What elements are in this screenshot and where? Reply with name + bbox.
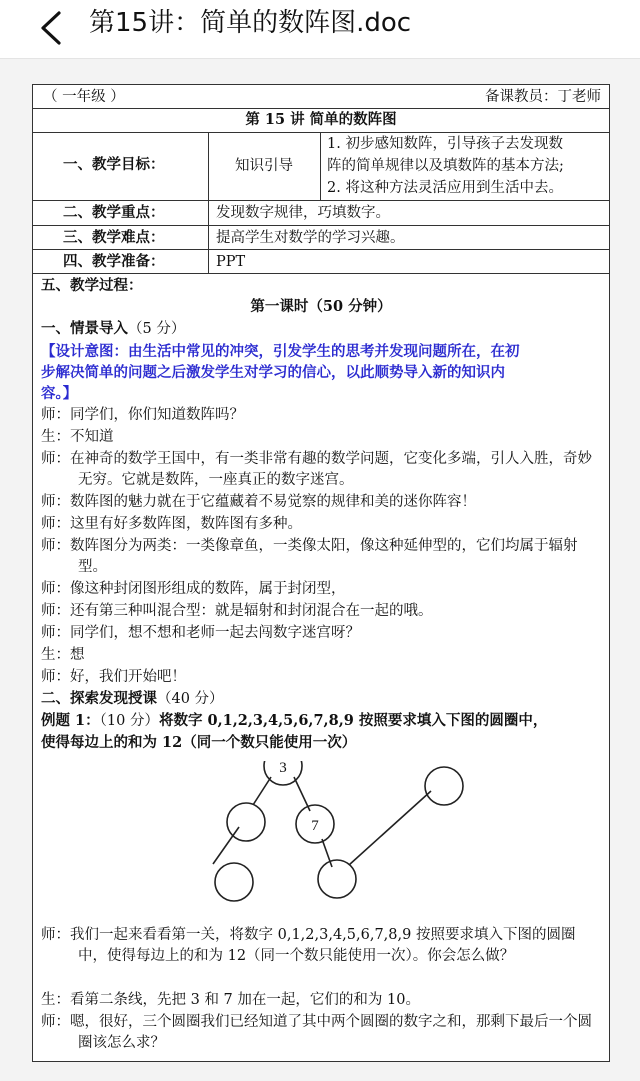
document-title: 第15讲：简单的数阵图.doc [89, 8, 412, 38]
section-2-time: （40 分） [157, 691, 224, 707]
figure-edge [349, 791, 431, 865]
key-value: 发现数字规律，巧填数字。 [216, 205, 390, 221]
dialog-line: 师：同学们，想不想和老师一起去闯数字迷宫呀？ [41, 625, 360, 641]
dialog-line: 师：数阵图的魅力就在于它蕴藏着不易觉察的规律和美的迷你阵容！ [41, 494, 476, 510]
goal-category: 知识引导 [235, 158, 293, 174]
teacher-label: 备课教员：丁老师 [485, 89, 601, 105]
goal-line-2: 阵的简单规律以及填数阵的基本方法; [327, 158, 564, 174]
section-2-heading [41, 689, 224, 709]
dialog-line: 师：我们一起来看看第一关，将数字 0,1,2,3,4,5,6,7,8,9 按照要求填入下图的圆圈中，使得每边上的和为 12（同一个数只能使用一次）。你会怎么做？ [41, 927, 576, 964]
section-1-heading [41, 319, 185, 339]
figure-mid-number: 7 [311, 818, 319, 834]
example-time: （10 分） [99, 713, 159, 729]
difficulty-value: 提高学生对数学的学习兴趣。 [216, 230, 405, 246]
dialog-line: 师：这里有好多数阵图，数阵图有多种。 [41, 516, 302, 532]
dialog-line: 师：嗯，很好，三个圆圈我们已经知道了其中两个圆圈的数字之和，那剩下最后一个圆圈该怎么求？ [41, 1014, 592, 1051]
app-bar [0, 0, 640, 59]
figure-circle [215, 863, 253, 901]
lesson-plan-page [32, 84, 610, 1062]
dialog-line: 师：数阵图分为两类：一类像章鱼，一类像太阳，像这种延伸型的，它们均属于辐射型。 [41, 538, 578, 575]
goal-label: 一、教学目标： [63, 156, 165, 173]
number-array-figure [173, 761, 473, 911]
dialog-line: 师：好，我们开始吧！ [41, 669, 186, 685]
example-1-line-2: 使得每边上的和为 12（同一个数只能使用一次） [41, 734, 357, 751]
goal-line-1: 1. 初步感知数阵，引导孩子去发现数 [327, 136, 563, 152]
figure-circle [318, 860, 356, 898]
figure-circle [227, 803, 265, 841]
difficulty-label: 三、教学难点： [63, 229, 165, 246]
dialog-line: 师：同学们，你们知道数阵吗？ [41, 407, 244, 423]
example-label: 例题 1： [41, 712, 100, 729]
dialog-line: 生：想 [41, 647, 85, 663]
section-1-time: （5 分） [128, 321, 186, 337]
section-2-title: 二、探索发现授课 [41, 690, 157, 707]
period-title: 第一课时（50 分钟） [250, 298, 392, 315]
grade-label: （ 一年级 ） [43, 89, 125, 105]
example-1-line-1 [41, 711, 547, 731]
figure-circle [425, 767, 463, 805]
section-1-title: 一、情景导入 [41, 320, 128, 337]
figure-top-number: 3 [279, 761, 287, 776]
prep-label: 四、教学准备： [63, 253, 165, 270]
example-text: 将数字 0,1,2,3,4,5,6,7,8,9 按照要求填入下图的圆圈中， [158, 712, 548, 729]
design-intent-2: 步解决简单的问题之后激发学生对学习的信心，以此顺势导入新的知识内 [41, 364, 505, 381]
dialog-line: 师：像这种封闭图形组成的数阵，属于封闭型， [41, 581, 346, 597]
goal-line-3: 2. 将这种方法灵活应用到生活中去。 [327, 180, 563, 196]
back-arrow-icon[interactable] [34, 8, 74, 48]
dialog-line: 生：不知道 [41, 429, 114, 445]
dialog-line: 生：看第二条线，先把 3 和 7 加在一起，它们的和为 10。 [41, 992, 420, 1008]
dialog-line: 师：还有第三种叫混合型：就是辐射和封闭混合在一起的哦。 [41, 603, 433, 619]
prep-value: PPT [216, 254, 246, 270]
key-label: 二、教学重点： [63, 204, 165, 221]
dialog-line: 师：在神奇的数学王国中，有一类非常有趣的数学问题，它变化多端，引人入胜，奇妙无穷。它就是数阵，一座真正的数字迷宫。 [41, 451, 592, 488]
figure-edge [213, 827, 239, 864]
design-intent-3: 容。】 [41, 385, 78, 402]
process-label: 五、教学过程： [41, 277, 143, 294]
design-intent-1: 【设计意图：由生活中常见的冲突，引发学生的思考并发现问题所在，在初 [41, 343, 520, 360]
lesson-title: 第 15 讲 简单的数阵图 [245, 111, 397, 128]
figure-edge [253, 777, 271, 805]
